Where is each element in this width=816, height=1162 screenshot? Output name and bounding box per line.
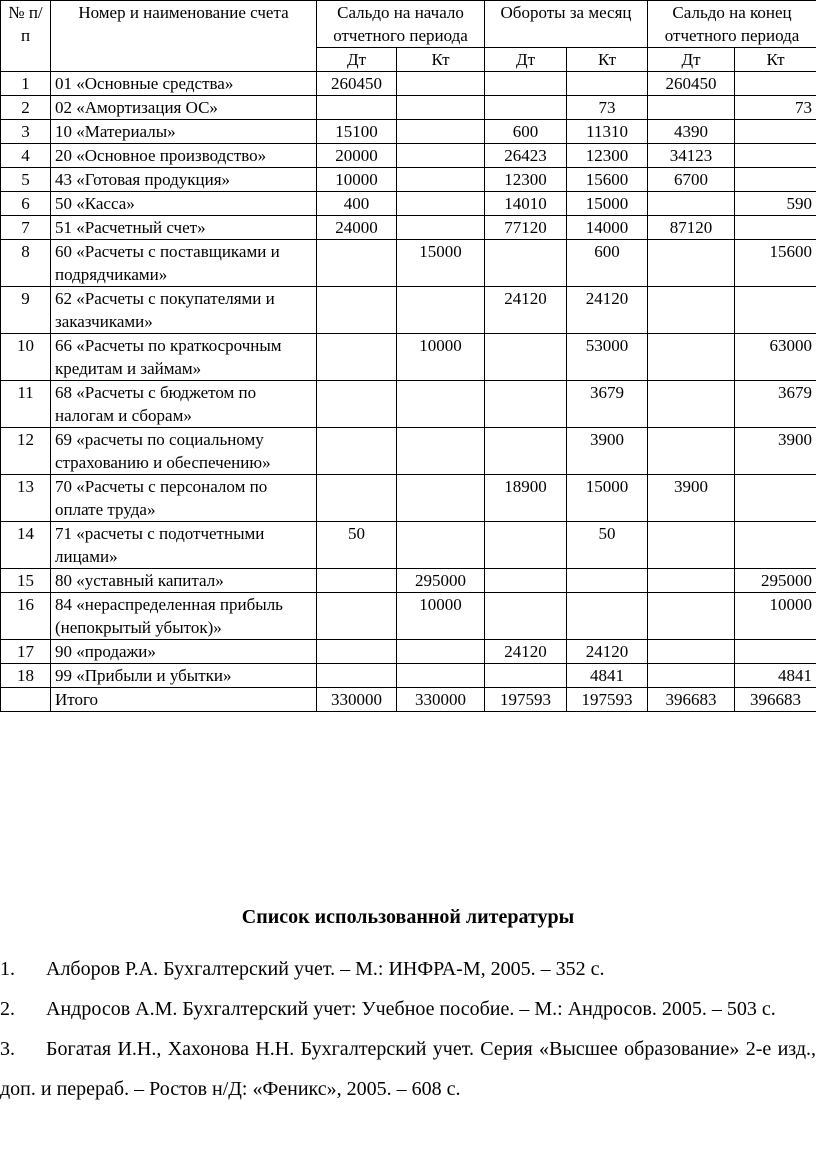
- turnover-kt-cell: 11310: [567, 120, 648, 144]
- header-closing-balance: Сальдо на конец отчетного периода: [648, 1, 816, 48]
- account-name-cell: 10 «Материалы»: [51, 120, 317, 144]
- closing-dt-cell: [648, 569, 735, 593]
- header-account: Номер и наименование счета: [51, 1, 317, 72]
- opening-kt-cell: [397, 72, 485, 96]
- opening-dt-cell: [317, 381, 397, 428]
- total-closing-kt: 396683: [735, 688, 816, 712]
- opening-kt-cell: [397, 144, 485, 168]
- turnover-dt-cell: [485, 72, 567, 96]
- turnover-kt-cell: 3679: [567, 381, 648, 428]
- header-row-main: [1, 1, 816, 48]
- table-row: [1, 664, 816, 688]
- account-name-cell: 62 «Расчеты с покупателями и заказчиками»: [51, 287, 317, 334]
- turnover-dt-cell: [485, 522, 567, 569]
- closing-kt-cell: 295000: [735, 569, 816, 593]
- row-number-cell: 12: [1, 428, 51, 475]
- header-turnover: Обороты за месяц: [485, 1, 648, 48]
- table-row: [1, 569, 816, 593]
- opening-dt-cell: 20000: [317, 144, 397, 168]
- table-row: [1, 72, 816, 96]
- header-number: № п/п: [1, 1, 51, 72]
- closing-kt-cell: [735, 640, 816, 664]
- header-turnover-dt: Дт: [485, 48, 567, 72]
- closing-kt-cell: 10000: [735, 593, 816, 640]
- turnover-dt-cell: 24120: [485, 287, 567, 334]
- turnover-kt-cell: 15000: [567, 475, 648, 522]
- turnover-kt-cell: [567, 72, 648, 96]
- opening-kt-cell: [397, 381, 485, 428]
- account-name-cell: 80 «уставный капитал»: [51, 569, 317, 593]
- account-name-cell: 68 «Расчеты с бюджетом по налогам и сборам»: [51, 381, 317, 428]
- opening-kt-cell: [397, 96, 485, 120]
- turnover-dt-cell: 14010: [485, 192, 567, 216]
- turnover-kt-cell: 3900: [567, 428, 648, 475]
- turnover-kt-cell: 50: [567, 522, 648, 569]
- turnover-dt-cell: 26423: [485, 144, 567, 168]
- table-row: [1, 593, 816, 640]
- opening-dt-cell: [317, 664, 397, 688]
- turnover-kt-cell: 15000: [567, 192, 648, 216]
- row-number-cell: 17: [1, 640, 51, 664]
- row-number-cell: 9: [1, 287, 51, 334]
- literature-item: [0, 1029, 816, 1109]
- turnover-dt-cell: 18900: [485, 475, 567, 522]
- header-turnover-kt: Кт: [567, 48, 648, 72]
- opening-dt-cell: 10000: [317, 168, 397, 192]
- closing-kt-cell: [735, 475, 816, 522]
- total-row: [1, 688, 816, 712]
- table-row: [1, 120, 816, 144]
- opening-kt-cell: 10000: [397, 593, 485, 640]
- row-number-cell: 1: [1, 72, 51, 96]
- opening-dt-cell: [317, 334, 397, 381]
- opening-dt-cell: [317, 569, 397, 593]
- turnover-kt-cell: 53000: [567, 334, 648, 381]
- table-row: [1, 334, 816, 381]
- turnover-dt-cell: [485, 569, 567, 593]
- opening-kt-cell: [397, 120, 485, 144]
- row-number-cell: 8: [1, 240, 51, 287]
- account-name-cell: 50 «Касса»: [51, 192, 317, 216]
- closing-dt-cell: [648, 192, 735, 216]
- turnover-kt-cell: 14000: [567, 216, 648, 240]
- total-turnover-kt: 197593: [567, 688, 648, 712]
- literature-item-number: 1.: [0, 958, 15, 980]
- row-number-cell: 15: [1, 569, 51, 593]
- row-number-cell: 13: [1, 475, 51, 522]
- account-name-cell: 90 «продажи»: [51, 640, 317, 664]
- literature-item-text: Богатая И.Н., Хахонова Н.Н. Бухгалтерский учет. Серия «Высшее образование» 2-е изд., доп. и перераб. – Ростов н/Д: «Феникс», 2005. – 608 с.: [0, 1038, 816, 1100]
- total-opening-kt: 330000: [397, 688, 485, 712]
- total-turnover-dt: 197593: [485, 688, 567, 712]
- table-row: [1, 287, 816, 334]
- opening-dt-cell: 400: [317, 192, 397, 216]
- account-name-cell: 99 «Прибыли и убытки»: [51, 664, 317, 688]
- turnover-dt-cell: [485, 593, 567, 640]
- row-number-cell: 18: [1, 664, 51, 688]
- literature-item-text: Андросов А.М. Бухгалтерский учет: Учебное пособие. – М.: Андросов. 2005. – 503 с.: [46, 998, 776, 1020]
- closing-kt-cell: [735, 216, 816, 240]
- table-row: [1, 475, 816, 522]
- header-closing-kt: Кт: [735, 48, 816, 72]
- turnover-dt-cell: 600: [485, 120, 567, 144]
- literature-title: Список использованной литературы: [241, 906, 575, 928]
- row-number-cell: 16: [1, 593, 51, 640]
- closing-dt-cell: [648, 381, 735, 428]
- closing-kt-cell: [735, 144, 816, 168]
- closing-dt-cell: 3900: [648, 475, 735, 522]
- literature-item: [0, 949, 816, 989]
- opening-kt-cell: [397, 168, 485, 192]
- literature-list: [0, 949, 816, 1109]
- account-name-cell: 69 «расчеты по социальному страхованию и обеспечению»: [51, 428, 317, 475]
- opening-kt-cell: [397, 428, 485, 475]
- turnover-dt-cell: 24120: [485, 640, 567, 664]
- closing-kt-cell: [735, 120, 816, 144]
- table-row: [1, 192, 816, 216]
- opening-dt-cell: [317, 593, 397, 640]
- table-row: [1, 144, 816, 168]
- row-number-cell: 6: [1, 192, 51, 216]
- literature-item: [0, 989, 816, 1029]
- opening-dt-cell: [317, 640, 397, 664]
- row-number-cell: 7: [1, 216, 51, 240]
- table-row: [1, 216, 816, 240]
- turnover-kt-cell: 24120: [567, 287, 648, 334]
- opening-dt-cell: [317, 475, 397, 522]
- opening-kt-cell: [397, 522, 485, 569]
- closing-kt-cell: 3679: [735, 381, 816, 428]
- opening-dt-cell: 15100: [317, 120, 397, 144]
- closing-dt-cell: [648, 593, 735, 640]
- table-row: [1, 640, 816, 664]
- account-name-cell: 71 «расчеты с подотчетными лицами»: [51, 522, 317, 569]
- turnover-kt-cell: 12300: [567, 144, 648, 168]
- turnover-dt-cell: [485, 240, 567, 287]
- row-number-cell: 5: [1, 168, 51, 192]
- closing-kt-cell: 4841: [735, 664, 816, 688]
- closing-dt-cell: [648, 664, 735, 688]
- turnover-kt-cell: 15600: [567, 168, 648, 192]
- turnover-dt-cell: [485, 381, 567, 428]
- closing-dt-cell: [648, 640, 735, 664]
- row-number-cell: 4: [1, 144, 51, 168]
- opening-kt-cell: [397, 475, 485, 522]
- account-name-cell: 02 «Амортизация ОС»: [51, 96, 317, 120]
- header-opening-balance: Сальдо на начало отчетного периода: [317, 1, 485, 48]
- header-opening-dt: Дт: [317, 48, 397, 72]
- opening-kt-cell: [397, 640, 485, 664]
- closing-dt-cell: 87120: [648, 216, 735, 240]
- table-row: [1, 168, 816, 192]
- row-number-cell: 2: [1, 96, 51, 120]
- total-opening-dt: 330000: [317, 688, 397, 712]
- opening-kt-cell: [397, 192, 485, 216]
- opening-dt-cell: 260450: [317, 72, 397, 96]
- opening-kt-cell: 15000: [397, 240, 485, 287]
- closing-kt-cell: 63000: [735, 334, 816, 381]
- opening-dt-cell: 24000: [317, 216, 397, 240]
- closing-dt-cell: [648, 334, 735, 381]
- closing-dt-cell: [648, 96, 735, 120]
- closing-dt-cell: 260450: [648, 72, 735, 96]
- account-name-cell: 51 «Расчетный счет»: [51, 216, 317, 240]
- turnover-dt-cell: 77120: [485, 216, 567, 240]
- opening-dt-cell: [317, 428, 397, 475]
- row-number-cell: 10: [1, 334, 51, 381]
- account-name-cell: 84 «нераспределенная прибыль (непокрытый убыток)»: [51, 593, 317, 640]
- account-name-cell: 01 «Основные средства»: [51, 72, 317, 96]
- literature-item-number: 3.: [0, 1038, 15, 1060]
- row-number-cell: 3: [1, 120, 51, 144]
- turnover-kt-cell: 73: [567, 96, 648, 120]
- turnover-kt-cell: 4841: [567, 664, 648, 688]
- turnover-dt-cell: [485, 428, 567, 475]
- turnover-kt-cell: [567, 569, 648, 593]
- opening-dt-cell: [317, 287, 397, 334]
- header-closing-dt: Дт: [648, 48, 735, 72]
- closing-dt-cell: [648, 522, 735, 569]
- table-row: [1, 522, 816, 569]
- account-name-cell: 60 «Расчеты с поставщиками и подрядчиками»: [51, 240, 317, 287]
- account-name-cell: 70 «Расчеты с персоналом по оплате труда»: [51, 475, 317, 522]
- opening-kt-cell: 10000: [397, 334, 485, 381]
- closing-kt-cell: [735, 168, 816, 192]
- opening-kt-cell: 295000: [397, 569, 485, 593]
- total-label: Итого: [51, 688, 317, 712]
- account-name-cell: 43 «Готовая продукция»: [51, 168, 317, 192]
- closing-kt-cell: [735, 72, 816, 96]
- closing-kt-cell: 73: [735, 96, 816, 120]
- opening-dt-cell: [317, 96, 397, 120]
- header-opening-kt: Кт: [397, 48, 485, 72]
- table-row: [1, 428, 816, 475]
- turnover-kt-cell: 600: [567, 240, 648, 287]
- turnover-dt-cell: [485, 664, 567, 688]
- total-number-cell: [1, 688, 51, 712]
- table-row: [1, 240, 816, 287]
- closing-dt-cell: 6700: [648, 168, 735, 192]
- opening-kt-cell: [397, 664, 485, 688]
- closing-kt-cell: 15600: [735, 240, 816, 287]
- opening-kt-cell: [397, 287, 485, 334]
- turnover-dt-cell: 12300: [485, 168, 567, 192]
- closing-dt-cell: [648, 287, 735, 334]
- turnover-kt-cell: [567, 593, 648, 640]
- literature-item-text: Алборов Р.А. Бухгалтерский учет. – М.: ИНФРА-М, 2005. – 352 с.: [46, 958, 605, 980]
- table-row: [1, 96, 816, 120]
- account-name-cell: 66 «Расчеты по краткосрочным кредитам и займам»: [51, 334, 317, 381]
- table-body: [1, 72, 816, 688]
- closing-kt-cell: [735, 287, 816, 334]
- account-name-cell: 20 «Основное производство»: [51, 144, 317, 168]
- opening-dt-cell: 50: [317, 522, 397, 569]
- closing-kt-cell: 590: [735, 192, 816, 216]
- closing-kt-cell: 3900: [735, 428, 816, 475]
- closing-dt-cell: [648, 240, 735, 287]
- opening-dt-cell: [317, 240, 397, 287]
- closing-dt-cell: 4390: [648, 120, 735, 144]
- opening-kt-cell: [397, 216, 485, 240]
- closing-kt-cell: [735, 522, 816, 569]
- turnover-dt-cell: [485, 96, 567, 120]
- table-row: [1, 381, 816, 428]
- row-number-cell: 14: [1, 522, 51, 569]
- total-closing-dt: 396683: [648, 688, 735, 712]
- turnover-dt-cell: [485, 334, 567, 381]
- closing-dt-cell: 34123: [648, 144, 735, 168]
- row-number-cell: 11: [1, 381, 51, 428]
- literature-item-number: 2.: [0, 998, 15, 1020]
- turnover-kt-cell: 24120: [567, 640, 648, 664]
- closing-dt-cell: [648, 428, 735, 475]
